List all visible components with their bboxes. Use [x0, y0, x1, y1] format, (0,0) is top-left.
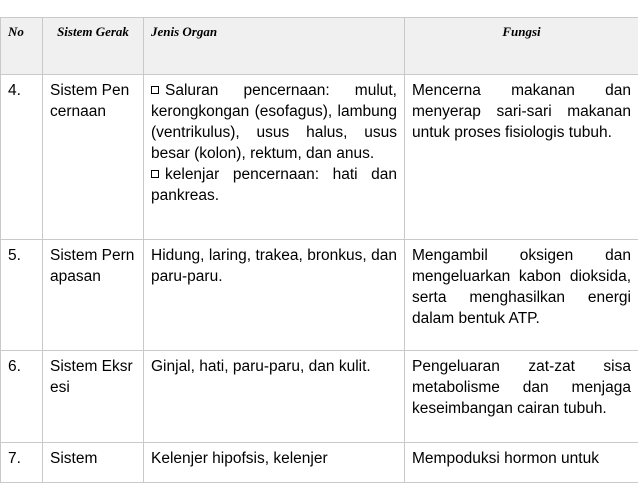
- organ-list: Ginjal, hati, paru-paru, dan kulit.: [144, 351, 405, 443]
- system-name-text: Sistem Pencernaan: [50, 82, 129, 120]
- row-number: 7.: [1, 443, 43, 483]
- system-name-text: Sistem Eksresi: [50, 358, 133, 396]
- organ-bullet-item: [151, 164, 397, 206]
- organ-bullet-text: kelenjar pencernaan: hati dan pankreas.: [151, 166, 397, 204]
- row-number: 5.: [1, 240, 43, 351]
- header-sistem-gerak: Sistem Gerak: [43, 18, 144, 75]
- header-jenis-organ: Jenis Organ: [144, 18, 405, 75]
- table-header-row: [1, 18, 638, 75]
- system-name: [43, 443, 144, 483]
- header-no: No: [1, 18, 43, 75]
- system-name-text: Sistem Pernapasan: [50, 247, 134, 285]
- function-text: Mempoduksi hormon untuk: [405, 443, 638, 483]
- system-name: [43, 351, 144, 443]
- table-row: [1, 443, 638, 483]
- checkbox-bullet-icon: [151, 86, 159, 94]
- system-name-text: Sistem: [50, 450, 97, 467]
- system-name: [43, 75, 144, 240]
- organ-bullet-text: Saluran pencernaan: mulut, kerongkongan (esofagus), lambung (ventrikulus), usus halus, usus besar (kolon), rektum, dan anus.: [151, 82, 397, 162]
- row-number: 6.: [1, 351, 43, 443]
- slide-top-margin: [0, 0, 638, 16]
- organ-system-table: [0, 17, 638, 483]
- table-row: [1, 351, 638, 443]
- function-text: Pengeluaran zat-zat sisa metabolisme dan menjaga keseimbangan cairan tubuh.: [405, 351, 638, 443]
- organ-list: Kelenjer hipofsis, kelenjer: [144, 443, 405, 483]
- row-number: 4.: [1, 75, 43, 240]
- system-name: [43, 240, 144, 351]
- organ-bullet-item: [151, 80, 397, 164]
- checkbox-bullet-icon: [151, 170, 159, 178]
- function-text: Mencerna makanan dan menyerap sari-sari makanan untuk proses fisiologis tubuh.: [405, 75, 638, 240]
- organ-list: Hidung, laring, trakea, bronkus, dan paru-paru.: [144, 240, 405, 351]
- header-fungsi: Fungsi: [405, 18, 638, 75]
- function-text: Mengambil oksigen dan mengeluarkan kabon dioksida, serta menghasilkan energi dalam bentuk ATP.: [405, 240, 638, 351]
- organ-list: [144, 75, 405, 240]
- table-row: [1, 75, 638, 240]
- table-row: [1, 240, 638, 351]
